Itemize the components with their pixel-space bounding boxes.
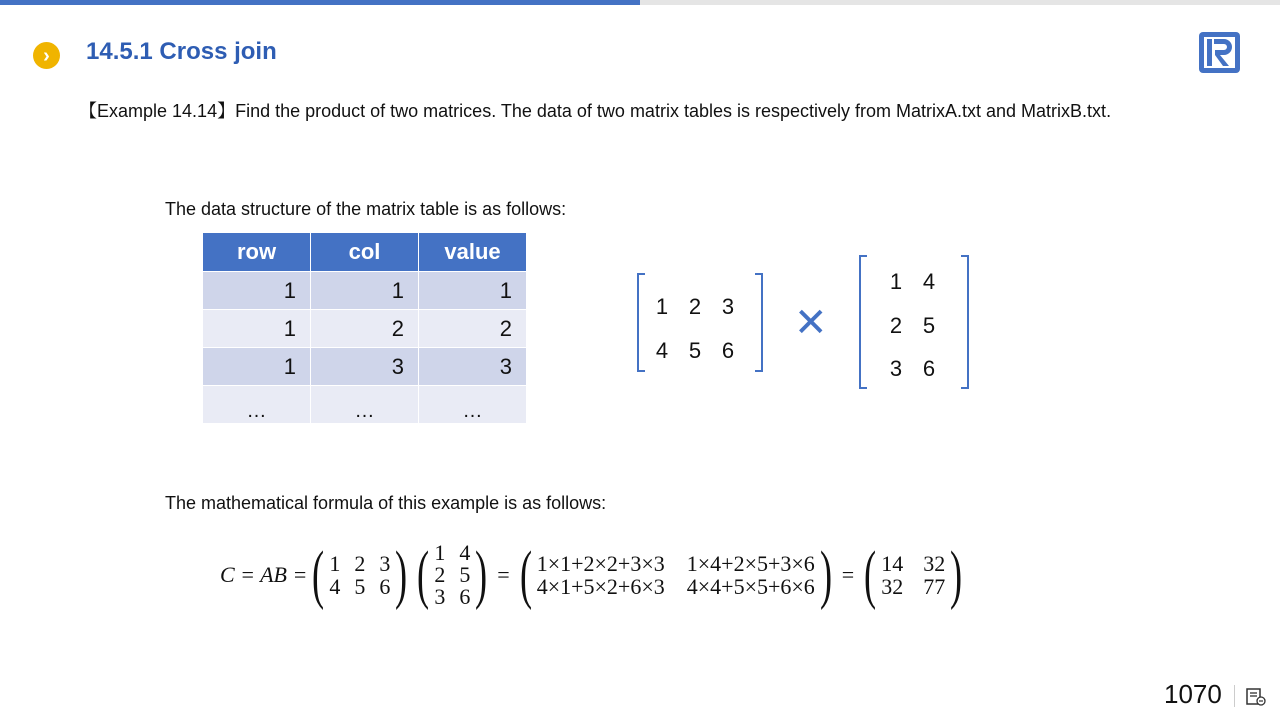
formula-cell: 14 xyxy=(881,551,904,576)
formula-cell: 5 xyxy=(354,574,366,599)
formula-cell: 4×4+5×5+6×6 xyxy=(686,574,815,599)
matrix-b-cell: 1 xyxy=(889,269,903,294)
matrix-a-cell: 6 xyxy=(721,338,735,363)
formula-cell: 2 xyxy=(434,562,446,587)
matrix-a-cell: 5 xyxy=(688,338,702,363)
formula-cell: 6 xyxy=(379,574,391,599)
table-cell: … xyxy=(311,386,419,424)
formula-cell: 4×1+5×2+6×3 xyxy=(536,574,665,599)
table-row xyxy=(203,272,527,310)
table-cell: … xyxy=(203,386,311,424)
chevron-right-icon: › xyxy=(33,42,60,69)
divider xyxy=(1234,685,1235,707)
matrix-b-cell: 6 xyxy=(922,356,936,381)
logo-icon xyxy=(1198,31,1241,74)
formula-cell: 32 xyxy=(923,551,946,576)
paren-right: ) xyxy=(475,538,488,611)
progress-bar-filled xyxy=(0,0,640,5)
formula-cell: 2 xyxy=(354,551,366,576)
page-number: 1070 xyxy=(1164,679,1222,709)
table-cell: 3 xyxy=(311,348,419,386)
notes-icon[interactable] xyxy=(1246,688,1266,706)
formula-cell: 1 xyxy=(329,551,341,576)
right-bracket xyxy=(755,273,763,372)
paren-right: ) xyxy=(819,538,832,611)
formula-cell: 77 xyxy=(923,574,946,599)
table-cell: 2 xyxy=(419,310,527,348)
matrix-b-cell: 4 xyxy=(922,269,936,294)
equals-sign: = xyxy=(841,562,855,587)
paren-left: ( xyxy=(864,538,877,611)
formula-cell: 1×4+2×5+3×6 xyxy=(686,551,815,576)
table-cell: 1 xyxy=(311,272,419,310)
formula-cell: 3 xyxy=(379,551,391,576)
formula-expanded xyxy=(537,552,815,598)
formula-cell: 3 xyxy=(434,584,446,609)
matrix-formula xyxy=(220,540,967,610)
formula-cell: 4 xyxy=(459,540,471,565)
multiply-icon: ✕ xyxy=(794,301,828,345)
header-col: col xyxy=(311,233,419,272)
formula-result xyxy=(881,552,945,598)
formula-cell: 6 xyxy=(459,584,471,609)
left-bracket xyxy=(859,255,867,389)
table-row xyxy=(203,348,527,386)
table-cell: 1 xyxy=(203,348,311,386)
table-cell: … xyxy=(419,386,527,424)
formula-cell: 32 xyxy=(881,574,904,599)
table-cell: 1 xyxy=(203,310,311,348)
table-cell: 3 xyxy=(419,348,527,386)
progress-bar-track xyxy=(640,0,1280,5)
paren-right: ) xyxy=(395,538,408,611)
left-bracket xyxy=(637,273,645,372)
matrix-table xyxy=(202,232,527,424)
matrix-b-cell: 2 xyxy=(889,313,903,338)
matrix-a-cell: 4 xyxy=(655,338,669,363)
formula-matrix-b xyxy=(434,542,470,608)
paren-left: ( xyxy=(519,538,532,611)
right-bracket xyxy=(961,255,969,389)
paren-left: ( xyxy=(417,538,430,611)
formula-cell: 5 xyxy=(459,562,471,587)
matrix-a-cell: 1 xyxy=(655,294,669,319)
table-row-ellipsis xyxy=(203,386,527,424)
equals-sign: = xyxy=(497,562,510,587)
table-row xyxy=(203,310,527,348)
matrix-b-cell: 5 xyxy=(922,313,936,338)
matrix-a-cell: 3 xyxy=(721,294,735,319)
page-title: 14.5.1 Cross join xyxy=(86,38,277,65)
example-description: 【Example 14.14】Find the product of two matrices. The data of two matrix tables is respectively from MatrixA.txt and MatrixB.txt. xyxy=(79,101,1112,121)
header-value: value xyxy=(419,233,527,272)
formula-label: The mathematical formula of this example is as follows: xyxy=(165,493,607,513)
formula-lhs: C = AB = xyxy=(220,562,308,587)
paren-left: ( xyxy=(312,538,325,611)
header-row: row xyxy=(203,233,311,272)
table-cell: 2 xyxy=(311,310,419,348)
table-cell: 1 xyxy=(203,272,311,310)
structure-label: The data structure of the matrix table is as follows: xyxy=(165,199,567,219)
formula-cell: 1 xyxy=(434,540,446,565)
paren-right: ) xyxy=(950,538,963,611)
formula-cell: 1×1+2×2+3×3 xyxy=(536,551,665,576)
matrix-b-cell: 3 xyxy=(889,356,903,381)
formula-matrix-a xyxy=(329,552,390,598)
table-cell: 1 xyxy=(419,272,527,310)
matrix-a-cell: 2 xyxy=(688,294,702,319)
formula-cell: 4 xyxy=(329,574,341,599)
